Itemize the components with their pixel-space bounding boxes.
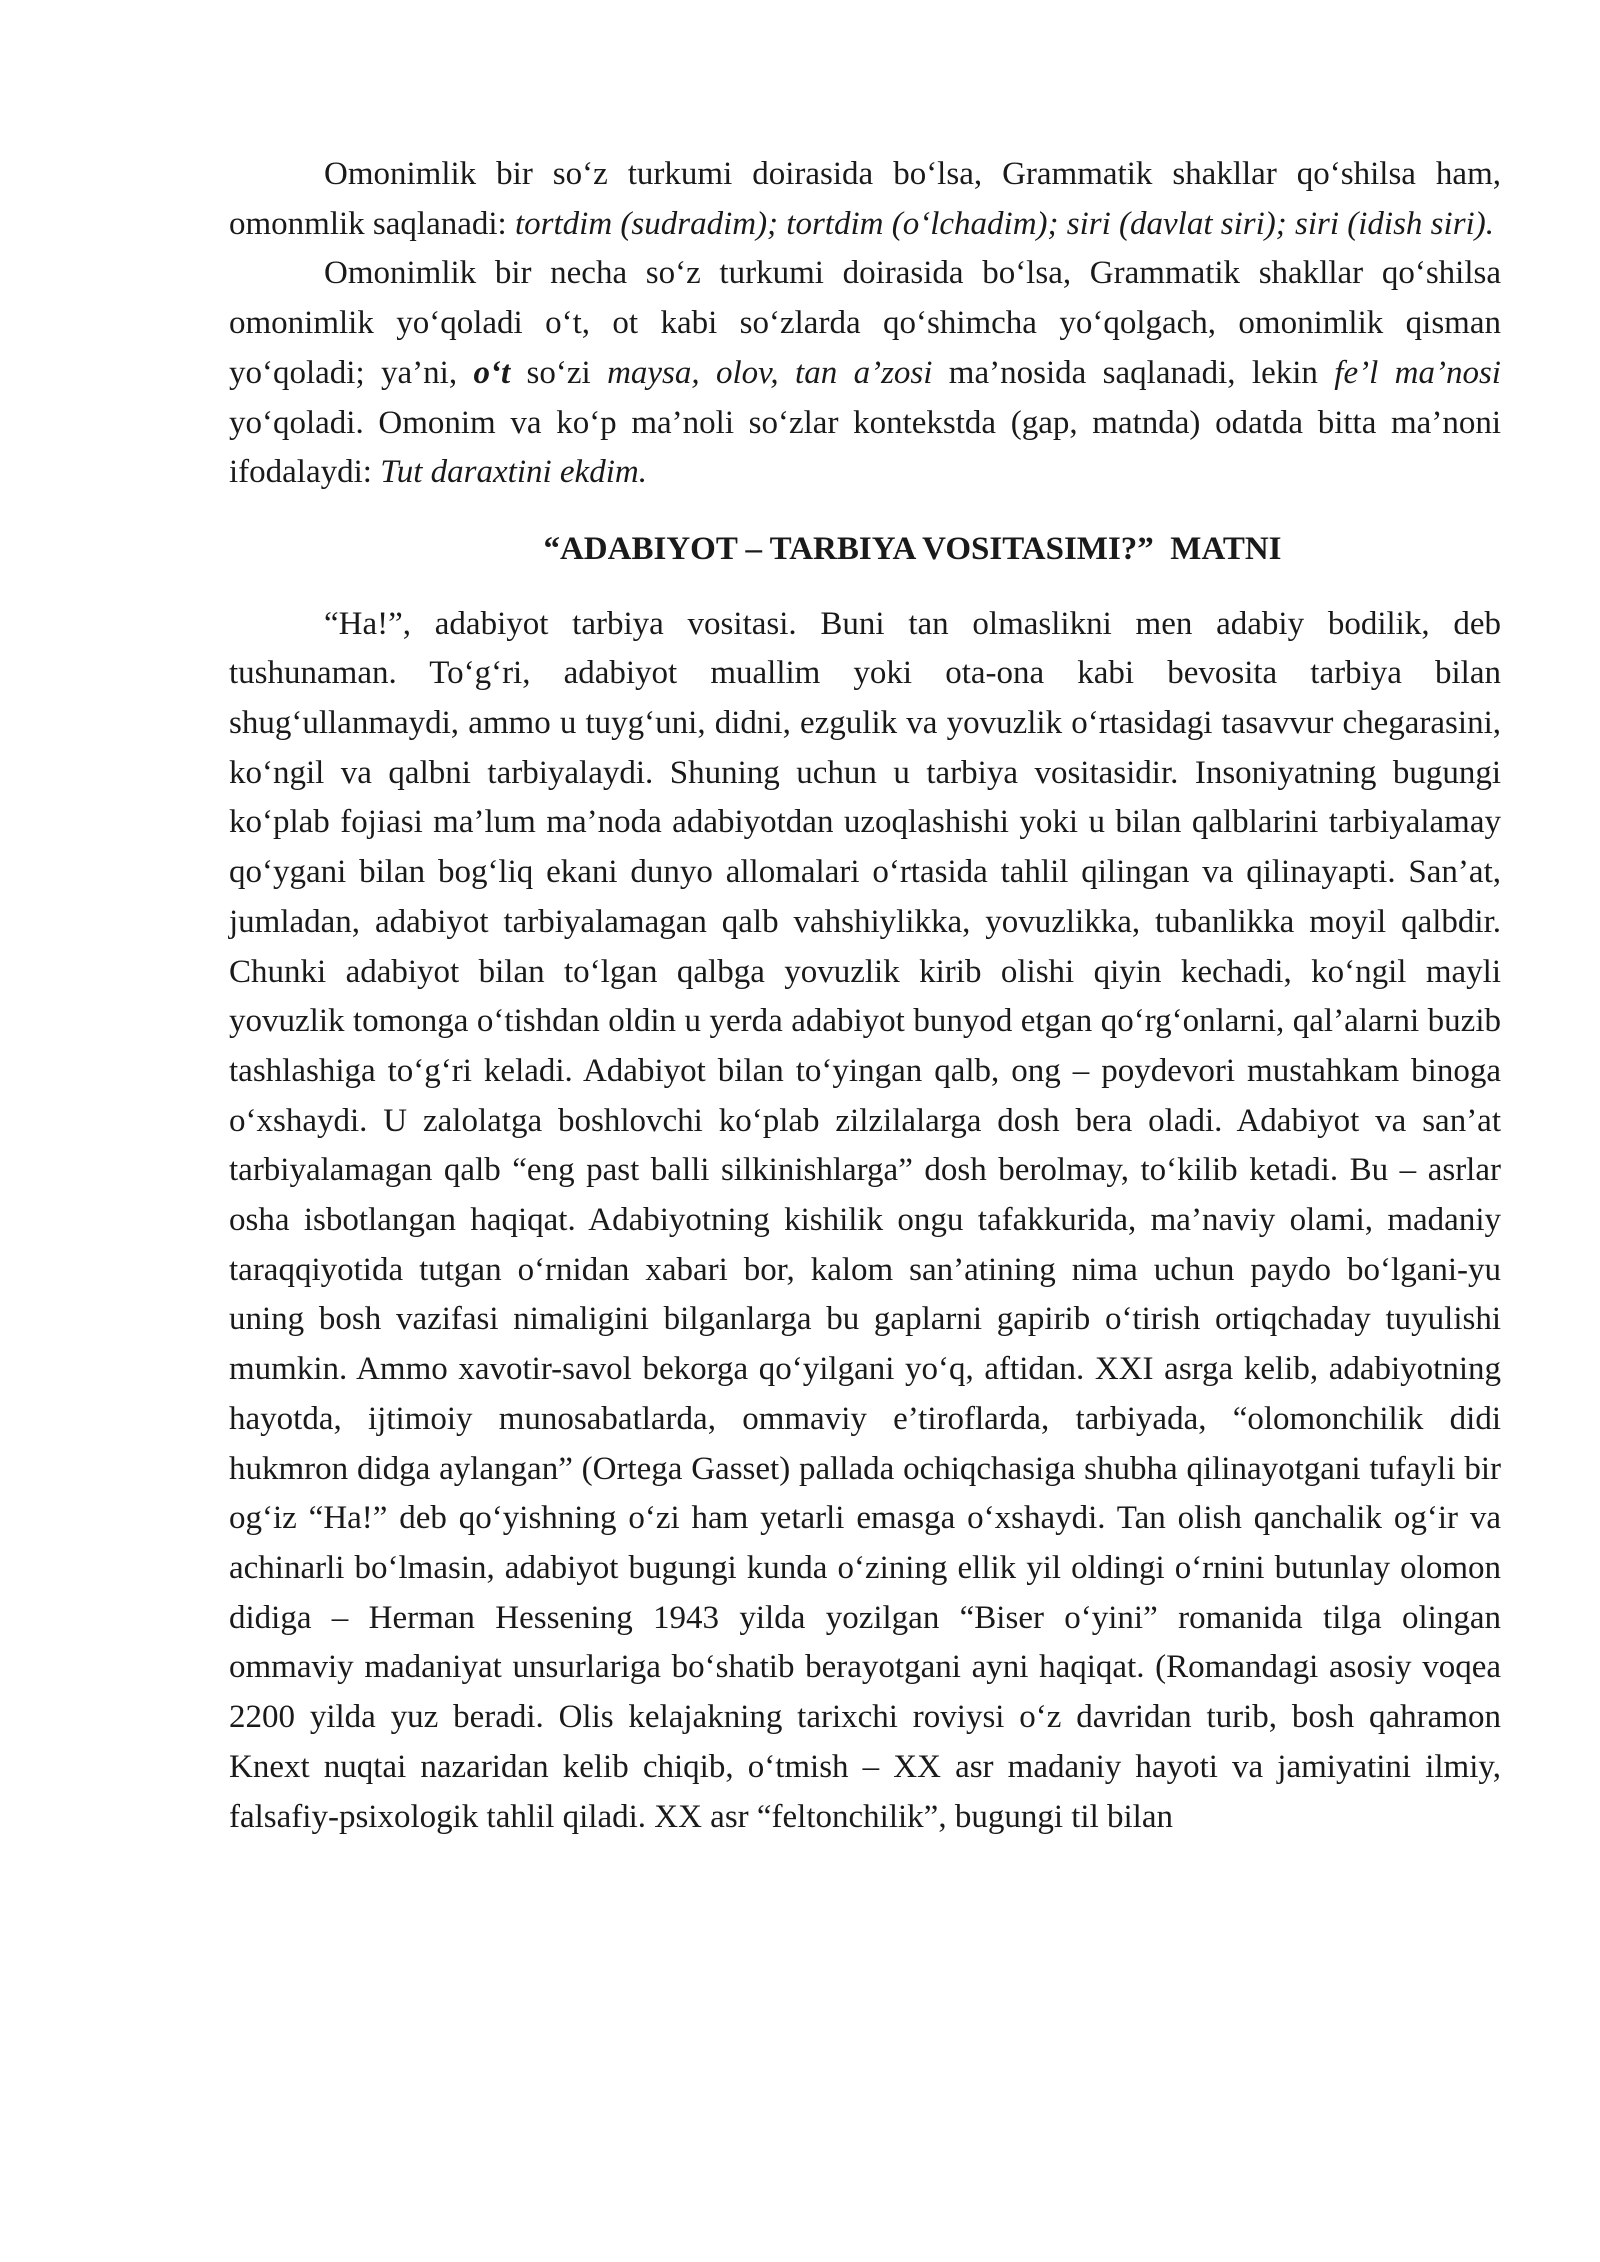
paragraph-2-part-4: yo‘qoladi. Omonim va ko‘p ma’noli so‘zlar kontekstda (gap, matnda) odatda bitta ma’noni ifodalaydi: <box>229 404 1501 491</box>
paragraph-2-part-3: ma’nosida saqlanadi, lekin <box>932 354 1335 391</box>
heading-suffix: MATNI <box>1170 530 1282 567</box>
paragraph-2-part-2: so‘zi <box>510 354 608 391</box>
paragraph-1-text: Omonimlik bir so‘z turkumi doirasida bo‘lsa, Grammatik shakllar qo‘shilsa ham, omonmlik saqlanadi: <box>229 156 1501 242</box>
heading-title: “ADABIYOT – TARBIYA VOSITASIMI?” <box>543 530 1154 567</box>
paragraph-2-meanings: maysa, olov, tan a’zosi <box>607 354 933 391</box>
paragraph-1-examples: tortdim (sudradim); tortdim (o‘lchadim); siri (davlat siri); siri (idish siri). <box>514 205 1494 242</box>
paragraph-2-word: o‘t <box>473 354 511 391</box>
paragraph-2-verb-meaning: fe’l ma’nosi <box>1334 354 1501 391</box>
paragraph-homonymy-several-categories <box>229 249 1501 498</box>
section-heading <box>229 525 1501 575</box>
paragraph-2-part-1: Omonimlik bir necha so‘z turkumi doirasida bo‘lsa, Grammatik shakllar qo‘shilsa omonimlik yo‘qoladi o‘t, ot kabi so‘zlarda qo‘shimcha yo‘qolgach, omonimlik qisman yo‘qoladi; ya’ni, <box>229 255 1501 391</box>
document-page <box>229 150 1501 1842</box>
paragraph-literature-text: “Ha!”, adabiyot tarbiya vositasi. Buni tan olmaslikni men adabiy bodilik, deb tushunaman. To‘g‘ri, adabiyot muallim yoki ota-ona kabi bevosita tarbiya bilan shug‘ullanmaydi, ammo u tuyg‘uni, didni, ezgulik va yovuzlik o‘rtasidagi tasavvur chegarasini, ko‘ngil va qalbni tarbiyalaydi. Shuning uchun u tarbiya vositasidir. Insoniyatning bugungi ko‘plab fojiasi ma’lum ma’noda adabiyotdan uzoqlashishi yoki u bilan qalblarini tarbiyalamay qo‘ygani bilan bog‘liq ekani dunyo allomalari o‘rtasida tahlil qilingan va qilinayapti. San’at, jumladan, adabiyot tarbiyalamagan qalb vahshiylikka, yovuzlikka, tubanlikka moyil qalbdir. Chunki adabiyot bilan to‘lgan qalbga yovuzlik kirib olishi qiyin kechadi, ko‘ngil mayli yovuzlik tomonga o‘tishdan oldin u yerda adabiyot bunyod etgan qo‘rg‘onlarni, qal’alarni buzib tashlashiga to‘g‘ri keladi. Adabiyot bilan to‘yingan qalb, ong – poydevori mustahkam binoga o‘xshaydi. U zalolatga boshlovchi ko‘plab zilzilalarga dosh bera oladi. Adabiyot va san’at tarbiyalamagan qalb “eng past balli silkinishlarga” dosh berolmay, to‘kilib ketadi. Bu – asrlar osha isbotlangan haqiqat. Adabiyotning kishilik ongu tafakkurida, ma’naviy olami, madaniy taraqqiyotida tutgan o‘rnidan xabari bor, kalom san’atining nima uchun paydo bo‘lgani-yu uning bosh vazifasi nimaligini bilganlarga bu gaplarni gapirib o‘tirish ortiqchaday tuyulishi mumkin. Ammo xavotir-savol bekorga qo‘yilgani yo‘q, aftidan. XXI asrga kelib, adabiyotning hayotda, ijtimoiy munosabatlarda, ommaviy e’tiroflarda, tarbiyada, “olomonchilik didi hukmron didga aylangan” (Ortega Gasset) pallada ochiqchasiga shubha qilinayotgani tufayli bir og‘iz “Ha!” deb qo‘yishning o‘zi ham yetarli emasga o‘xshaydi. Tan olish qanchalik og‘ir va achinarli bo‘lmasin, adabiyot bugungi kunda o‘zining ellik yil oldingi o‘rnini butunlay olomon didiga – Herman Hessening 1943 yilda yozilgan “Biser o‘yini” romanida tilga olingan ommaviy madaniyat unsurlariga bo‘shatib berayotgani ayni haqiqat. (Romandagi asosiy voqea 2200 yilda yuz beradi. Olis kelajakning tarixchi roviysi o‘z davridan turib, bosh qahramon Knext nuqtai nazaridan kelib chiqib, o‘tmish – XX asr madaniy hayoti va jamiyatini ilmiy, falsafiy-psixologik tahlil qiladi. XX asr “feltonchilik”, bugungi til bilan <box>229 605 1501 1835</box>
paragraph-homonymy-one-category <box>229 150 1501 249</box>
paragraph-2-example: Tut daraxtini ekdim. <box>380 454 647 491</box>
